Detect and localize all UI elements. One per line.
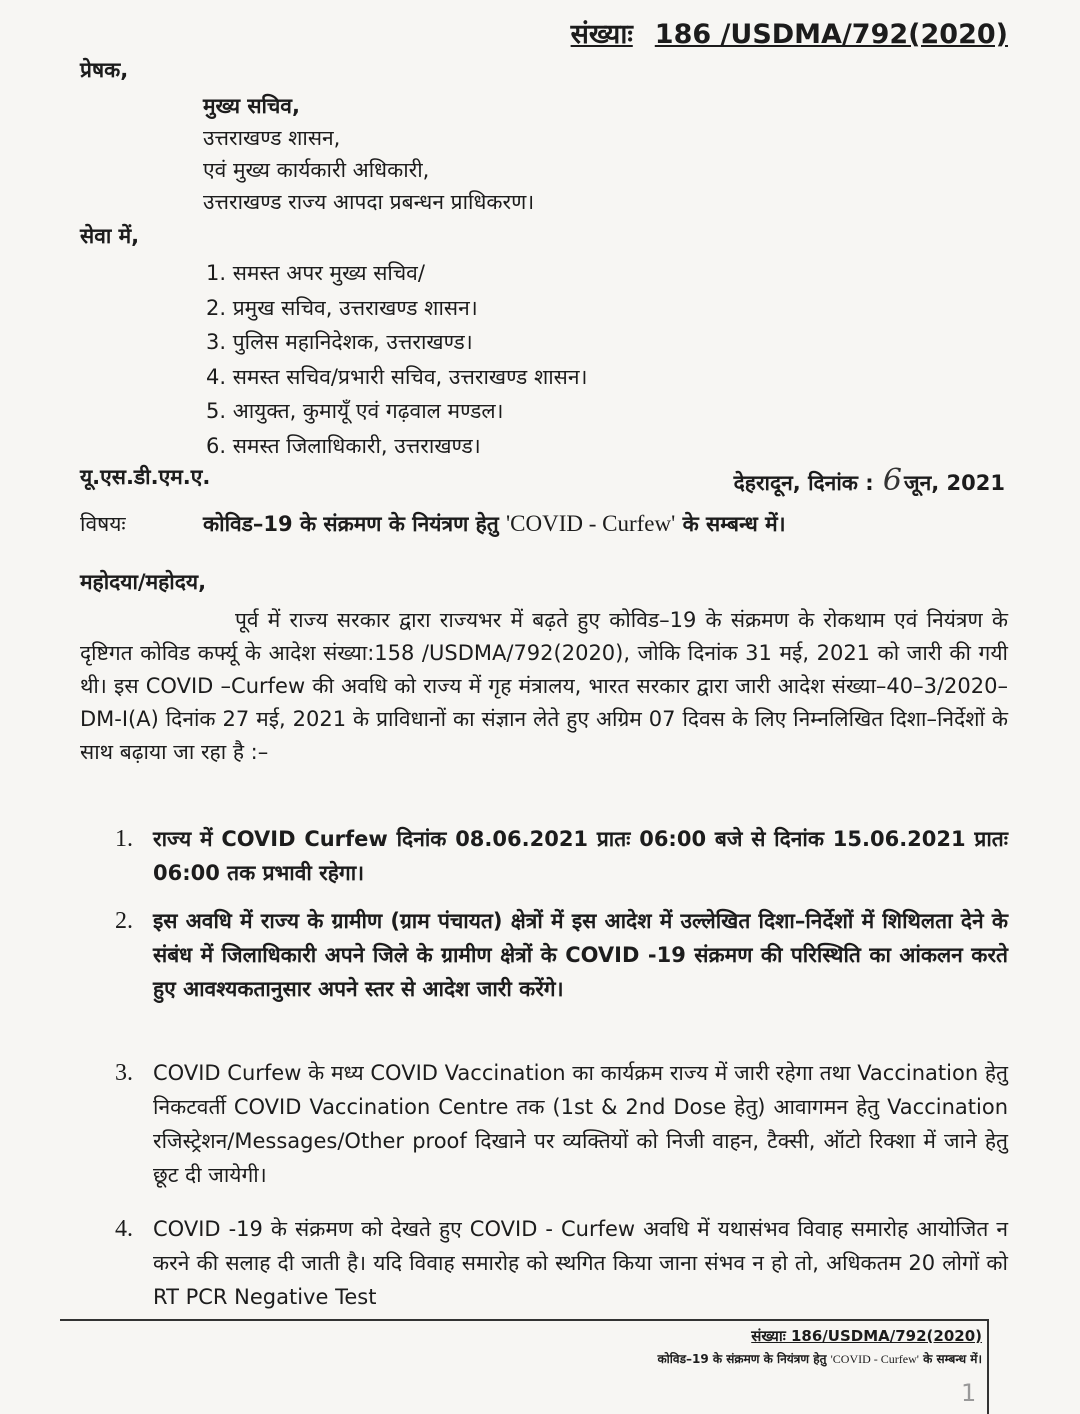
point-text: COVID Curfew के मध्य COVID Vaccination का कार्यक्रम राज्य में जारी रहेगा तथा Vaccination हेतु निकटवर्ती COVID Vaccination Centre तक (1st & 2nd Dose हेतु) आवागमन हेतु Vaccination रजिस्ट्रेशन/Messages/Other proof दिखाने पर व्यक्तियों को निजी वाहन, टैक्सी, ऑटो रिक्शा में जाने हेतु छूट दी जायेगी। [153,1061,1008,1187]
subject-quoted: 'COVID - Curfew' [506,511,676,536]
subject-end: के सम्बन्ध में। [682,512,786,536]
sender-block [203,90,534,218]
footer-subject [657,1350,982,1367]
recipient-item: 4. समस्त सचिव/प्रभारी सचिव, उत्तराखण्ड शासन। [206,364,588,389]
sender-line: मुख्य सचिव, [203,94,300,118]
point-number: 1. [115,826,133,852]
subject-text [203,510,786,538]
footer-divider [60,1319,987,1321]
footer-subject-end: के सम्बन्ध में। [923,1352,982,1366]
date-line [734,463,1005,498]
recipient-list [206,256,588,463]
reference-label: संख्याः [570,19,633,50]
sender-label: प्रेषक, [80,58,129,82]
sender-line: उत्तराखण्ड शासन, [203,126,341,150]
body-paragraph [80,604,1008,769]
page-number: 1 [961,1379,977,1407]
sender-line: उत्तराखण्ड राज्य आपदा प्रबन्धन प्राधिकरण। [203,190,535,214]
date-place: देहरादून, दिनांक : [733,471,874,495]
recipient-item: 3. पुलिस महानिदेशक, उत्तराखण्ड। [206,330,473,354]
point-text: COVID -19 के संक्रमण को देखते हुए COVID - Curfew अवधि में यथासंभव विवाह समारोह आयोजित न करने की सलाह दी जाती है। यदि विवाह समारोह को स्थगित किया जाना संभव न हो तो, अधिकतम 20 लोगों को RT PCR Negative Test [153,1217,1008,1309]
subject-main: कोविड–19 के संक्रमण के नियंत्रण हेतु [203,512,499,536]
point-number: 3. [115,1060,133,1086]
body-text: पूर्व में राज्य सरकार द्वारा राज्यभर में बढ़ते हुए कोविड–19 के संक्रमण के रोकथाम एवं नियंत्रण के दृष्टिगत कोविड कर्फ्यू के आदेश संख्या:158 /USDMA/792(2020), जोकि दिनांक 31 मई, 2021 को जारी की गयी थी। इस COVID –Curfew की अवधि को राज्य में गृह मंत्रालय, भारत सरकार द्वारा जारी आदेश संख्या–40–3/2020– DM-I(A) दिनांक 27 मई, 2021 के प्राविधानों का संज्ञान लेते हुए अग्रिम 07 दिवस के लिए निम्नलिखित दिशा–निर्देशों के साथ बढ़ाया जा रहा है :– [80,608,1008,764]
recipients-label: सेवा में, [80,224,140,248]
footer-subject-quoted: 'COVID - Curfew' [830,1352,919,1366]
recipient-item: 6. समस्त जिलाधिकारी, उत्तराखण्ड। [206,433,481,458]
point-1 [115,822,1008,890]
footer-vertical-divider [987,1319,989,1414]
point-number: 2. [115,908,133,934]
recipient-item: 2. प्रमुख सचिव, उत्तराखण्ड शासन। [206,295,478,320]
point-3 [115,1056,1008,1192]
point-4 [115,1212,1008,1314]
date-month-year: जून, 2021 [904,471,1005,495]
recipient-item: 5. आयुक्त, कुमायूँ एवं गढ़वाल मण्डल। [206,399,504,423]
reference-number [571,14,1008,51]
subject-label: विषयः [80,512,126,536]
handwritten-day: 6 [882,463,903,498]
salutation: महोदया/महोदय, [80,570,207,594]
recipient-item: 1. समस्त अपर मुख्य सचिव/ [206,261,425,285]
reference-value: 186 /USDMA/792(2020) [654,19,1008,50]
point-number: 4. [115,1216,133,1242]
footer-subject-main: कोविड–19 के संक्रमण के नियंत्रण हेतु [657,1352,827,1366]
office-code: यू.एस.डी.एम.ए. [80,465,211,489]
point-2 [115,904,1008,1006]
footer-reference: संख्याः 186/USDMA/792(2020) [751,1327,982,1345]
point-text: इस अवधि में राज्य के ग्रामीण (ग्राम पंचायत) क्षेत्रों में इस आदेश में उल्लेखित दिशा–निर्देशों में शिथिलता देने के संबंध में जिलाधिकारी अपने जिले के ग्रामीण क्षेत्रों के COVID -19 संक्रमण की परिस्थिति का आंकलन करते हुए आवश्यकतानुसार अपने स्तर से आदेश जारी करेंगे। [153,909,1008,1001]
point-text: राज्य में COVID Curfew दिनांक 08.06.2021 प्रातः 06:00 बजे से दिनांक 15.06.2021 प्रातः 06:00 तक प्रभावी रहेगा। [153,827,1008,885]
sender-line: एवं मुख्य कार्यकारी अधिकारी, [203,158,430,182]
